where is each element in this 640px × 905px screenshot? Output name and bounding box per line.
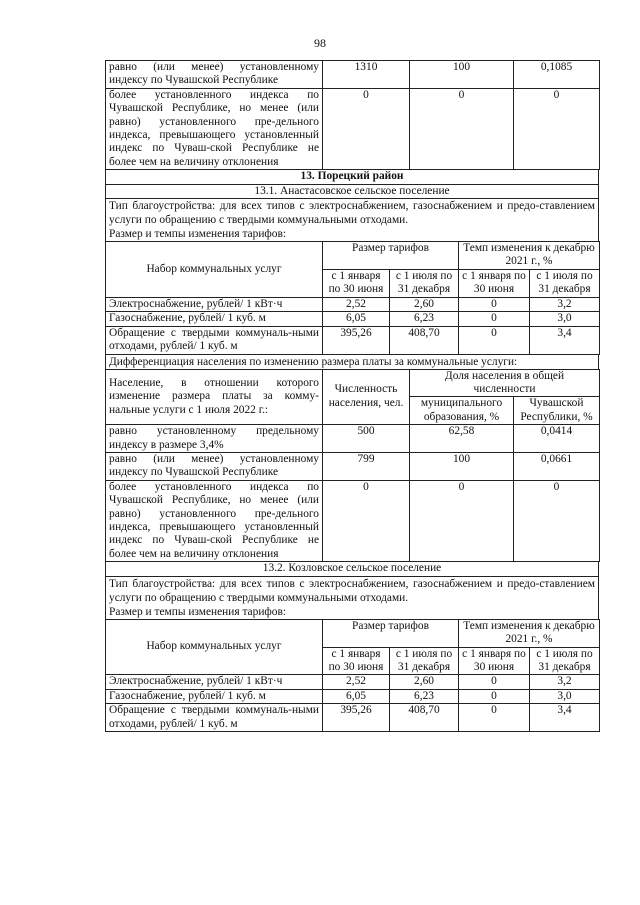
differentiation-table xyxy=(105,369,600,563)
tariff-value: 408,70 xyxy=(390,326,459,354)
population-count: 799 xyxy=(323,452,410,480)
top-differentiation-table xyxy=(105,60,600,170)
differentiation-caption: Дифференциация населения по изменению размера платы за коммунальные услуги: xyxy=(105,355,599,369)
rate-value: 3,2 xyxy=(530,297,600,311)
table-row xyxy=(106,61,600,89)
population-header: Население, в отношении которого изменение размера платы за комму-нальные услуги с 1 июля 2022 г.: xyxy=(106,369,323,425)
section-title: 13.2. Козловское сельское поселение xyxy=(105,562,599,576)
tariff-value: 6,05 xyxy=(323,689,390,703)
document-content xyxy=(105,60,599,732)
period-header: с 1 января по 30 июня xyxy=(459,647,530,675)
republic-share: 0,1085 xyxy=(514,61,600,89)
change-rate-header: Темп изменения к декабрю 2021 г., % xyxy=(459,242,600,270)
tariff-value: 6,23 xyxy=(390,312,459,326)
tariff-caption: Размер и темпы изменения тарифов: xyxy=(105,227,599,241)
period-header: с 1 июля по 31 декабря xyxy=(390,647,459,675)
table-row xyxy=(106,297,600,311)
service-name: Обращение с твердыми коммуналь-ными отходами, рублей/ 1 куб. м xyxy=(106,704,323,732)
improvement-type-text: Тип благоустройства: для всех типов с электроснабжением, газоснабжением и предо-ставлением услуги по обращению с твердыми коммунальными отходами. xyxy=(105,577,599,605)
service-name: Электроснабжение, рублей/ 1 кВт·ч xyxy=(106,675,323,689)
rate-value: 3,0 xyxy=(530,689,600,703)
tariff-value: 395,26 xyxy=(323,704,390,732)
municipal-share: 62,58 xyxy=(410,425,514,453)
page-number: 98 xyxy=(314,36,326,50)
period-header: с 1 июля по 31 декабря xyxy=(390,270,459,298)
municipal-share: 100 xyxy=(410,61,514,89)
municipal-share: 100 xyxy=(410,452,514,480)
rate-value: 0 xyxy=(459,704,530,732)
tariff-caption: Размер и темпы изменения тарифов: xyxy=(105,605,599,619)
period-header: с 1 июля по 31 декабря xyxy=(530,647,600,675)
tariff-value: 6,23 xyxy=(390,689,459,703)
table-row xyxy=(106,689,600,703)
tariff-size-header: Размер тарифов xyxy=(323,619,459,647)
service-name: Электроснабжение, рублей/ 1 кВт·ч xyxy=(106,297,323,311)
rate-value: 3,0 xyxy=(530,312,600,326)
row-label: равно (или менее) установленному индексу по Чувашской Республике xyxy=(106,452,323,480)
rate-value: 3,4 xyxy=(530,326,600,354)
municipal-share-header: муниципального образования, % xyxy=(410,397,514,425)
rate-value: 3,4 xyxy=(530,704,600,732)
table-row xyxy=(106,88,600,169)
change-rate-header: Темп изменения к декабрю 2021 г., % xyxy=(459,619,600,647)
share-header: Доля населения в общей численности xyxy=(410,369,600,397)
republic-share: 0 xyxy=(514,480,600,561)
row-label: равно установленному предельному индексу в размере 3,4% xyxy=(106,425,323,453)
service-name: Газоснабжение, рублей/ 1 куб. м xyxy=(106,312,323,326)
republic-share: 0,0414 xyxy=(514,425,600,453)
tariff-value: 2,60 xyxy=(390,297,459,311)
services-header: Набор коммунальных услуг xyxy=(106,619,323,675)
municipal-share: 0 xyxy=(410,88,514,169)
period-header: с 1 января по 30 июня xyxy=(459,270,530,298)
service-name: Обращение с твердыми коммуналь-ными отходами, рублей/ 1 куб. м xyxy=(106,326,323,354)
rate-value: 0 xyxy=(459,326,530,354)
district-title: 13. Порецкий район xyxy=(105,170,599,184)
row-label: более установленного индекса по Чувашской Республике, но менее (или равно) установленного пре-дельного индекса, превышающего установленный индекс по Чуваш-ской Республике не более чем на величину отклонения xyxy=(106,88,323,169)
table-row xyxy=(106,480,600,561)
table-row xyxy=(106,312,600,326)
table-row xyxy=(106,704,600,732)
rate-value: 3,2 xyxy=(530,675,600,689)
tariff-table xyxy=(105,241,600,354)
period-header: с 1 июля по 31 декабря xyxy=(530,270,600,298)
table-row xyxy=(106,675,600,689)
population-count: 0 xyxy=(323,88,410,169)
table-row xyxy=(106,425,600,453)
period-header: с 1 января по 30 июня xyxy=(323,270,390,298)
republic-share: 0,0661 xyxy=(514,452,600,480)
row-label: равно (или менее) установленному индексу по Чувашской Республике xyxy=(106,61,323,89)
republic-share: 0 xyxy=(514,88,600,169)
service-name: Газоснабжение, рублей/ 1 куб. м xyxy=(106,689,323,703)
improvement-type-text: Тип благоустройства: для всех типов с электроснабжением, газоснабжением и предо-ставлением услуги по обращению с твердыми коммунальными отходами. xyxy=(105,199,599,227)
table-row xyxy=(106,326,600,354)
municipal-share: 0 xyxy=(410,480,514,561)
rate-value: 0 xyxy=(459,689,530,703)
population-count: 500 xyxy=(323,425,410,453)
tariff-value: 2,60 xyxy=(390,675,459,689)
table-row xyxy=(106,452,600,480)
rate-value: 0 xyxy=(459,675,530,689)
tariff-value: 2,52 xyxy=(323,675,390,689)
section-title: 13.1. Анастасовское сельское поселение xyxy=(105,185,599,199)
tariff-table xyxy=(105,619,600,732)
tariff-value: 6,05 xyxy=(323,312,390,326)
rate-value: 0 xyxy=(459,297,530,311)
population-count: 1310 xyxy=(323,61,410,89)
tariff-value: 2,52 xyxy=(323,297,390,311)
population-count: 0 xyxy=(323,480,410,561)
services-header: Набор коммунальных услуг xyxy=(106,242,323,298)
row-label: более установленного индекса по Чувашской Республике, но менее (или равно) установленного пре-дельного индекса, превышающего установленный индекс по Чуваш-ской Республике не более чем на величину отклонения xyxy=(106,480,323,561)
republic-share-header: Чувашской Республики, % xyxy=(514,397,600,425)
tariff-value: 408,70 xyxy=(390,704,459,732)
period-header: с 1 января по 30 июня xyxy=(323,647,390,675)
population-count-header: Численность населения, чел. xyxy=(323,369,410,425)
tariff-value: 395,26 xyxy=(323,326,390,354)
rate-value: 0 xyxy=(459,312,530,326)
tariff-size-header: Размер тарифов xyxy=(323,242,459,270)
